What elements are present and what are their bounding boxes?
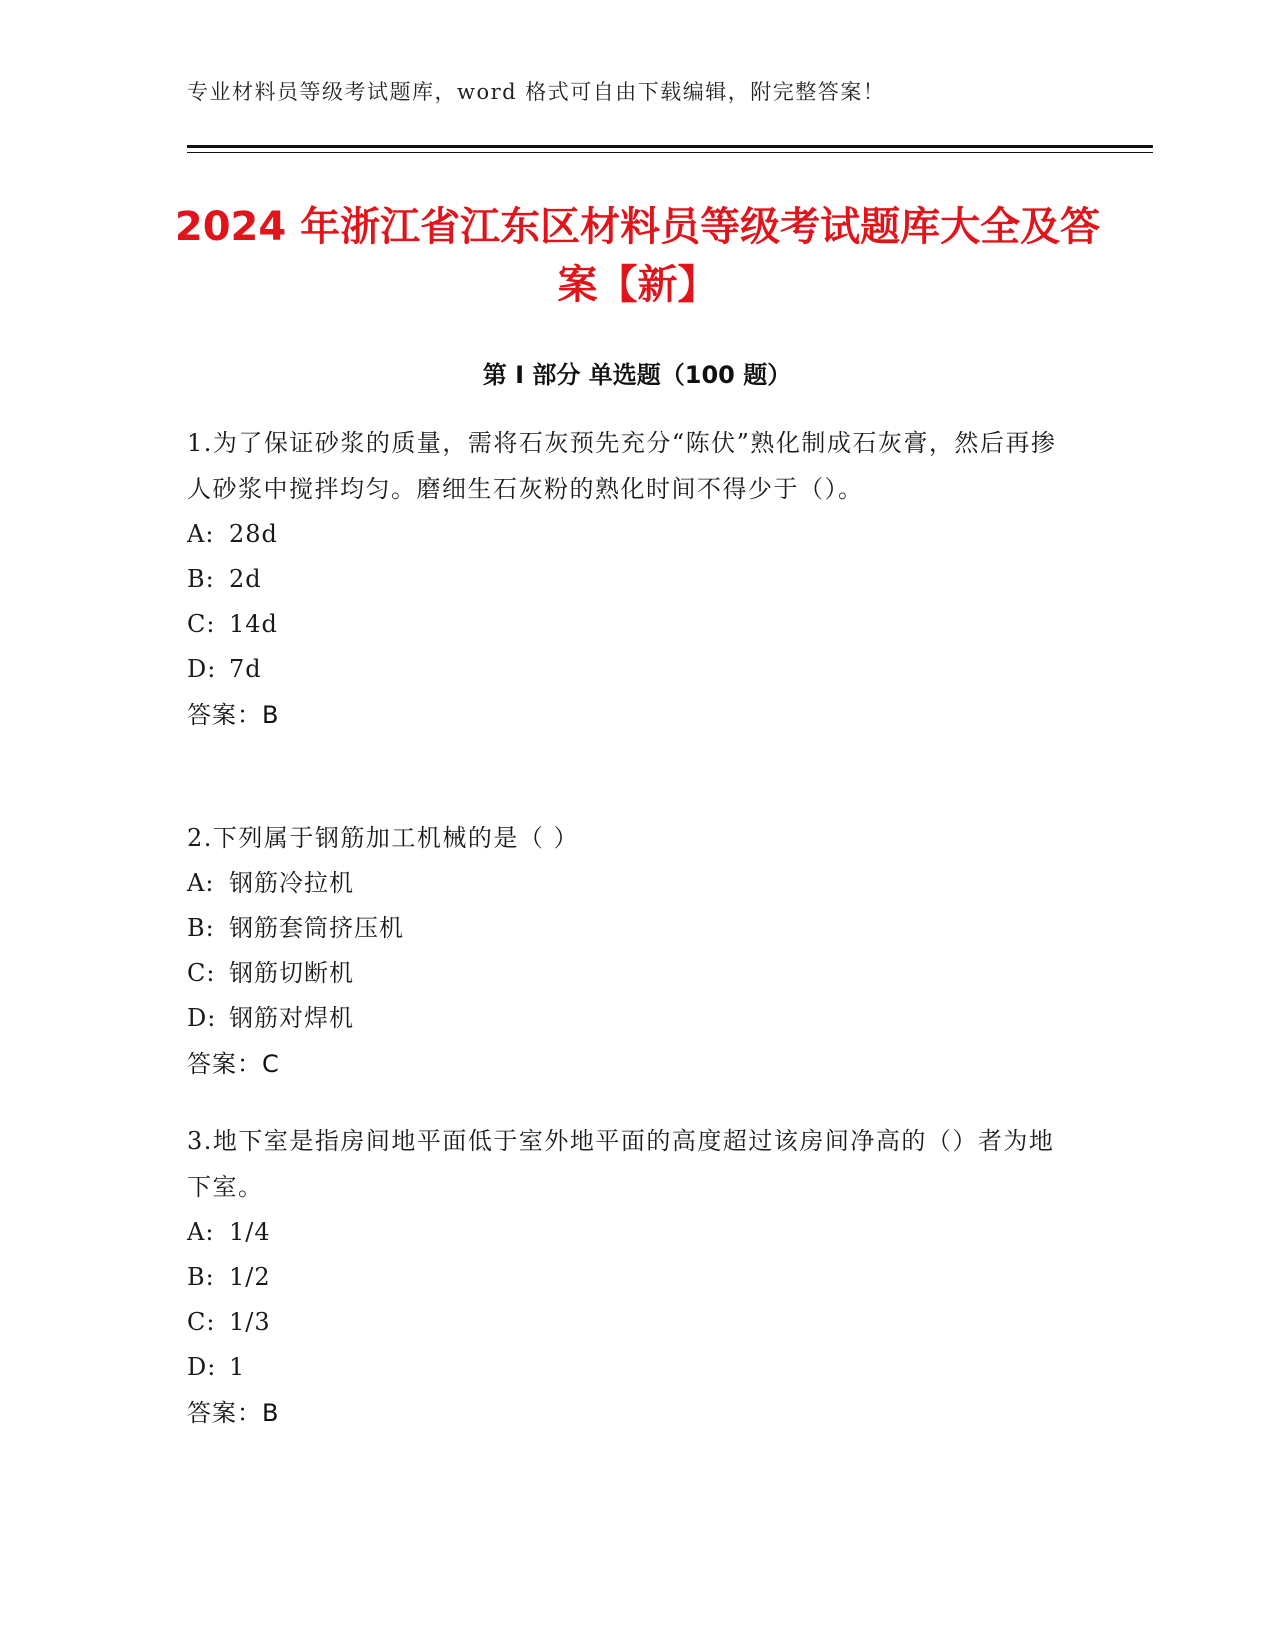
option-letter: D: [187, 655, 217, 683]
option-letter: A: [187, 869, 215, 897]
option-b [187, 557, 1067, 602]
question-stem: 1.为了保证砂浆的质量，需将石灰预先充分“陈伏”熟化制成石灰膏，然后再掺人砂浆中搅拌均匀。磨细生石灰粉的熟化时间不得少于（）。 [187, 429, 1057, 503]
section-title: 第 I 部分 单选题（100 题） [482, 361, 792, 389]
option-text: 7d [229, 655, 262, 683]
option-a [187, 512, 1067, 557]
option-d [187, 996, 1067, 1041]
header-rule-thin [187, 152, 1153, 153]
option-letter: D: [187, 1004, 217, 1032]
answer: 答案：C [187, 1050, 280, 1078]
answer: 答案：B [187, 701, 280, 729]
header-note: 专业材料员等级考试题库，word 格式可自由下载编辑，附完整答案！ [187, 80, 886, 104]
option-letter: B: [187, 565, 215, 593]
option-c [187, 951, 1067, 996]
option-d [187, 1345, 1067, 1390]
document-title: 2024 年浙江省江东区材料员等级考试题库大全及答案【新】 [174, 204, 1101, 308]
question-2 [187, 815, 1067, 1087]
option-letter: A: [187, 1218, 215, 1246]
option-letter: C: [187, 959, 216, 987]
option-b [187, 906, 1067, 951]
option-text: 1/4 [229, 1218, 271, 1246]
question-1 [187, 420, 1067, 738]
option-text: 1/2 [229, 1263, 271, 1291]
option-letter: D: [187, 1353, 217, 1381]
question-3 [187, 1118, 1067, 1436]
answer: 答案：B [187, 1399, 280, 1427]
option-letter: B: [187, 914, 215, 942]
option-letter: C: [187, 1308, 216, 1336]
option-text: 2d [229, 565, 262, 593]
option-letter: A: [187, 520, 215, 548]
question-stem: 3.地下室是指房间地平面低于室外地平面的高度超过该房间净高的（）者为地下室。 [187, 1127, 1055, 1201]
question-stem: 2.下列属于钢筋加工机械的是（ ） [187, 824, 580, 852]
option-c [187, 1300, 1067, 1345]
option-text: 钢筋冷拉机 [229, 869, 354, 897]
option-a [187, 1210, 1067, 1255]
option-text: 钢筋对焊机 [229, 1004, 354, 1032]
option-text: 14d [229, 610, 278, 638]
option-text: 钢筋切断机 [229, 959, 354, 987]
option-letter: B: [187, 1263, 215, 1291]
option-d [187, 647, 1067, 692]
option-text: 28d [229, 520, 278, 548]
option-text: 1/3 [229, 1308, 271, 1336]
option-text: 钢筋套筒挤压机 [229, 914, 404, 942]
option-c [187, 602, 1067, 647]
option-a [187, 861, 1067, 906]
header-rule-thick [187, 145, 1153, 148]
option-b [187, 1255, 1067, 1300]
option-text: 1 [229, 1353, 246, 1381]
option-letter: C: [187, 610, 216, 638]
